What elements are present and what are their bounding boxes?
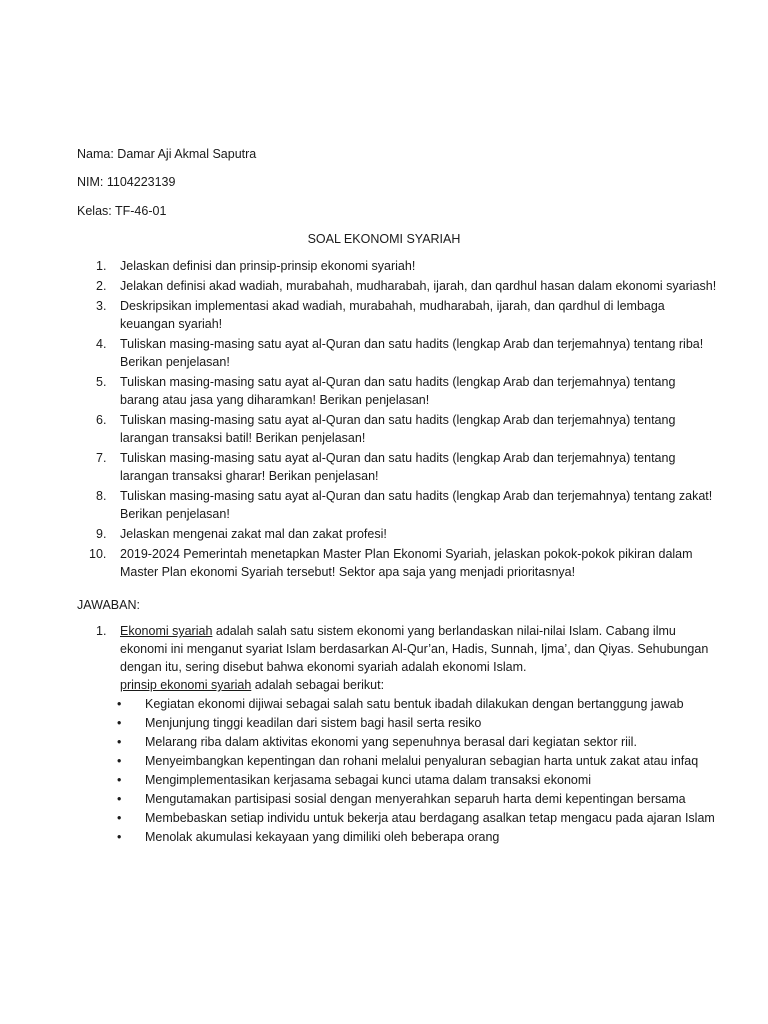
bullet-text: Melarang riba dalam aktivitas ekonomi yang sepenuhnya berasal dari kegiatan sektor riil. (145, 735, 637, 749)
question-text: Tuliskan masing-masing satu ayat al-Quran dan satu hadits (lengkap Arab dan terjemahnya) tentang larangan transaksi batil! Berikan penjelasan! (120, 413, 676, 445)
principle-intro: adalah sebagai berikut: (251, 678, 385, 692)
principle-bullet (77, 771, 717, 789)
question-item (77, 411, 717, 447)
principle-bullet (77, 733, 717, 751)
question-number: 1. (96, 259, 107, 273)
bullet-icon (77, 733, 145, 751)
bullet-glyph: • (117, 735, 122, 749)
question-text: Jelakan definisi akad wadiah, murabahah, mudharabah, ijarah, dan qardhul hasan dalam ekonomi syariash! (120, 279, 717, 293)
bullet-icon (77, 752, 145, 770)
question-number: 9. (96, 527, 107, 541)
bullet-glyph: • (117, 830, 122, 844)
question-text: Tuliskan masing-masing satu ayat al-Quran dan satu hadits (lengkap Arab dan terjemahnya) tentang barang atau jasa yang diharamkan! Berikan penjelasan! (120, 375, 676, 407)
bullet-text: Kegiatan ekonomi dijiwai sebagai salah satu bentuk ibadah dilakukan dengan bertanggung jawab (145, 697, 684, 711)
question-number: 2. (96, 279, 107, 293)
bullet-icon (77, 771, 145, 789)
question-item (77, 545, 717, 581)
question-text: Tuliskan masing-masing satu ayat al-Quran dan satu hadits (lengkap Arab dan terjemahnya) tentang riba! Berikan penjelasan! (120, 337, 704, 369)
bullet-glyph: • (117, 773, 122, 787)
principle-bullet (77, 809, 717, 827)
question-item (77, 297, 717, 333)
bullet-text: Menjunjung tinggi keadilan dari sistem bagi hasil serta resiko (145, 716, 482, 730)
question-number: 3. (96, 299, 107, 313)
answer-list (77, 622, 717, 847)
bullet-glyph: • (117, 792, 122, 806)
bullet-text: Menolak akumulasi kekayaan yang dimiliki oleh beberapa orang (145, 830, 500, 844)
question-number: 5. (96, 375, 107, 389)
question-item (77, 257, 717, 275)
answer-body (117, 622, 717, 847)
principle-bullet (77, 714, 717, 732)
answer-item (77, 622, 717, 847)
principle-bullet (77, 695, 717, 713)
bullet-text: Menyeimbangkan kepentingan dan rohani melalui penyaluran sebagian harta untuk zakat atau infaq (145, 754, 699, 768)
student-name: Nama: Damar Aji Akmal Saputra (77, 147, 257, 161)
question-text: Tuliskan masing-masing satu ayat al-Quran dan satu hadits (lengkap Arab dan terjemahnya) tentang larangan transaksi gharar! Berikan penjelasan! (120, 451, 676, 483)
bullet-icon (77, 790, 145, 808)
bullet-icon (77, 809, 145, 827)
question-list (77, 257, 717, 583)
question-text: Deskripsikan implementasi akad wadiah, murabahah, mudharabah, ijarah, dan qardhul di lembaga keuangan syariah! (120, 299, 665, 331)
bullet-text: Mengutamakan partisipasi sosial dengan menyerahkan separuh harta demi kepentingan bersama (145, 792, 686, 806)
question-text: 2019-2024 Pemerintah menetapkan Master Plan Ekonomi Syariah, jelaskan pokok-pokok pikiran dalam Master Plan ekonomi Syariah tersebut! Sektor apa saja yang menjadi prioritasnya! (120, 547, 693, 579)
question-number: 10. (89, 547, 107, 561)
bullet-glyph: • (117, 697, 122, 711)
bullet-glyph: • (117, 811, 122, 825)
student-class: Kelas: TF-46-01 (77, 204, 167, 218)
document-title: SOAL EKONOMI SYARIAH (307, 232, 461, 246)
principle-bullet-list (77, 695, 717, 846)
term-prinsip: prinsip ekonomi syariah (120, 678, 252, 692)
question-item (77, 335, 717, 371)
bullet-text: Mengimplementasikan kerjasama sebagai kunci utama dalam transaksi ekonomi (145, 773, 592, 787)
bullet-icon (77, 828, 145, 846)
question-item (77, 525, 717, 543)
student-nim: NIM: 1104223139 (77, 175, 176, 189)
question-item (77, 277, 717, 295)
principle-bullet (77, 752, 717, 770)
question-text: Jelaskan mengenai zakat mal dan zakat profesi! (120, 527, 387, 541)
bullet-text: Membebaskan setiap individu untuk bekerja atau berdagang asalkan tetap mengacu pada ajaran Islam (145, 811, 715, 825)
principle-bullet (77, 790, 717, 808)
term-ekonomi-syariah: Ekonomi syariah (120, 624, 213, 638)
definition-text: adalah salah satu sistem ekonomi yang berlandaskan nilai-nilai Islam. Cabang ilmu ekonomi ini menganut syariat Islam berdasarkan Al-Qur’an, Hadis, Sunnah, Ijma’, dan Qiyas. Sehubungan dengan itu, sering disebut bahwa ekonomi syariah adalah ekonomi Islam. (120, 624, 709, 674)
question-item (77, 449, 717, 485)
question-item (77, 487, 717, 523)
bullet-icon (77, 714, 145, 732)
bullet-glyph: • (117, 754, 122, 768)
bullet-glyph: • (117, 716, 122, 730)
question-item (77, 373, 717, 409)
question-text: Jelaskan definisi dan prinsip-prinsip ekonomi syariah! (120, 259, 416, 273)
question-number: 8. (96, 489, 107, 503)
principle-bullet (77, 828, 717, 846)
question-number: 4. (96, 337, 107, 351)
question-text: Tuliskan masing-masing satu ayat al-Quran dan satu hadits (lengkap Arab dan terjemahnya) tentang zakat! Berikan penjelasan! (120, 489, 713, 521)
question-number: 6. (96, 413, 107, 427)
bullet-icon (77, 695, 145, 713)
answer-heading: JAWABAN: (77, 598, 140, 612)
question-number: 7. (96, 451, 107, 465)
answer-number: 1. (96, 624, 107, 638)
